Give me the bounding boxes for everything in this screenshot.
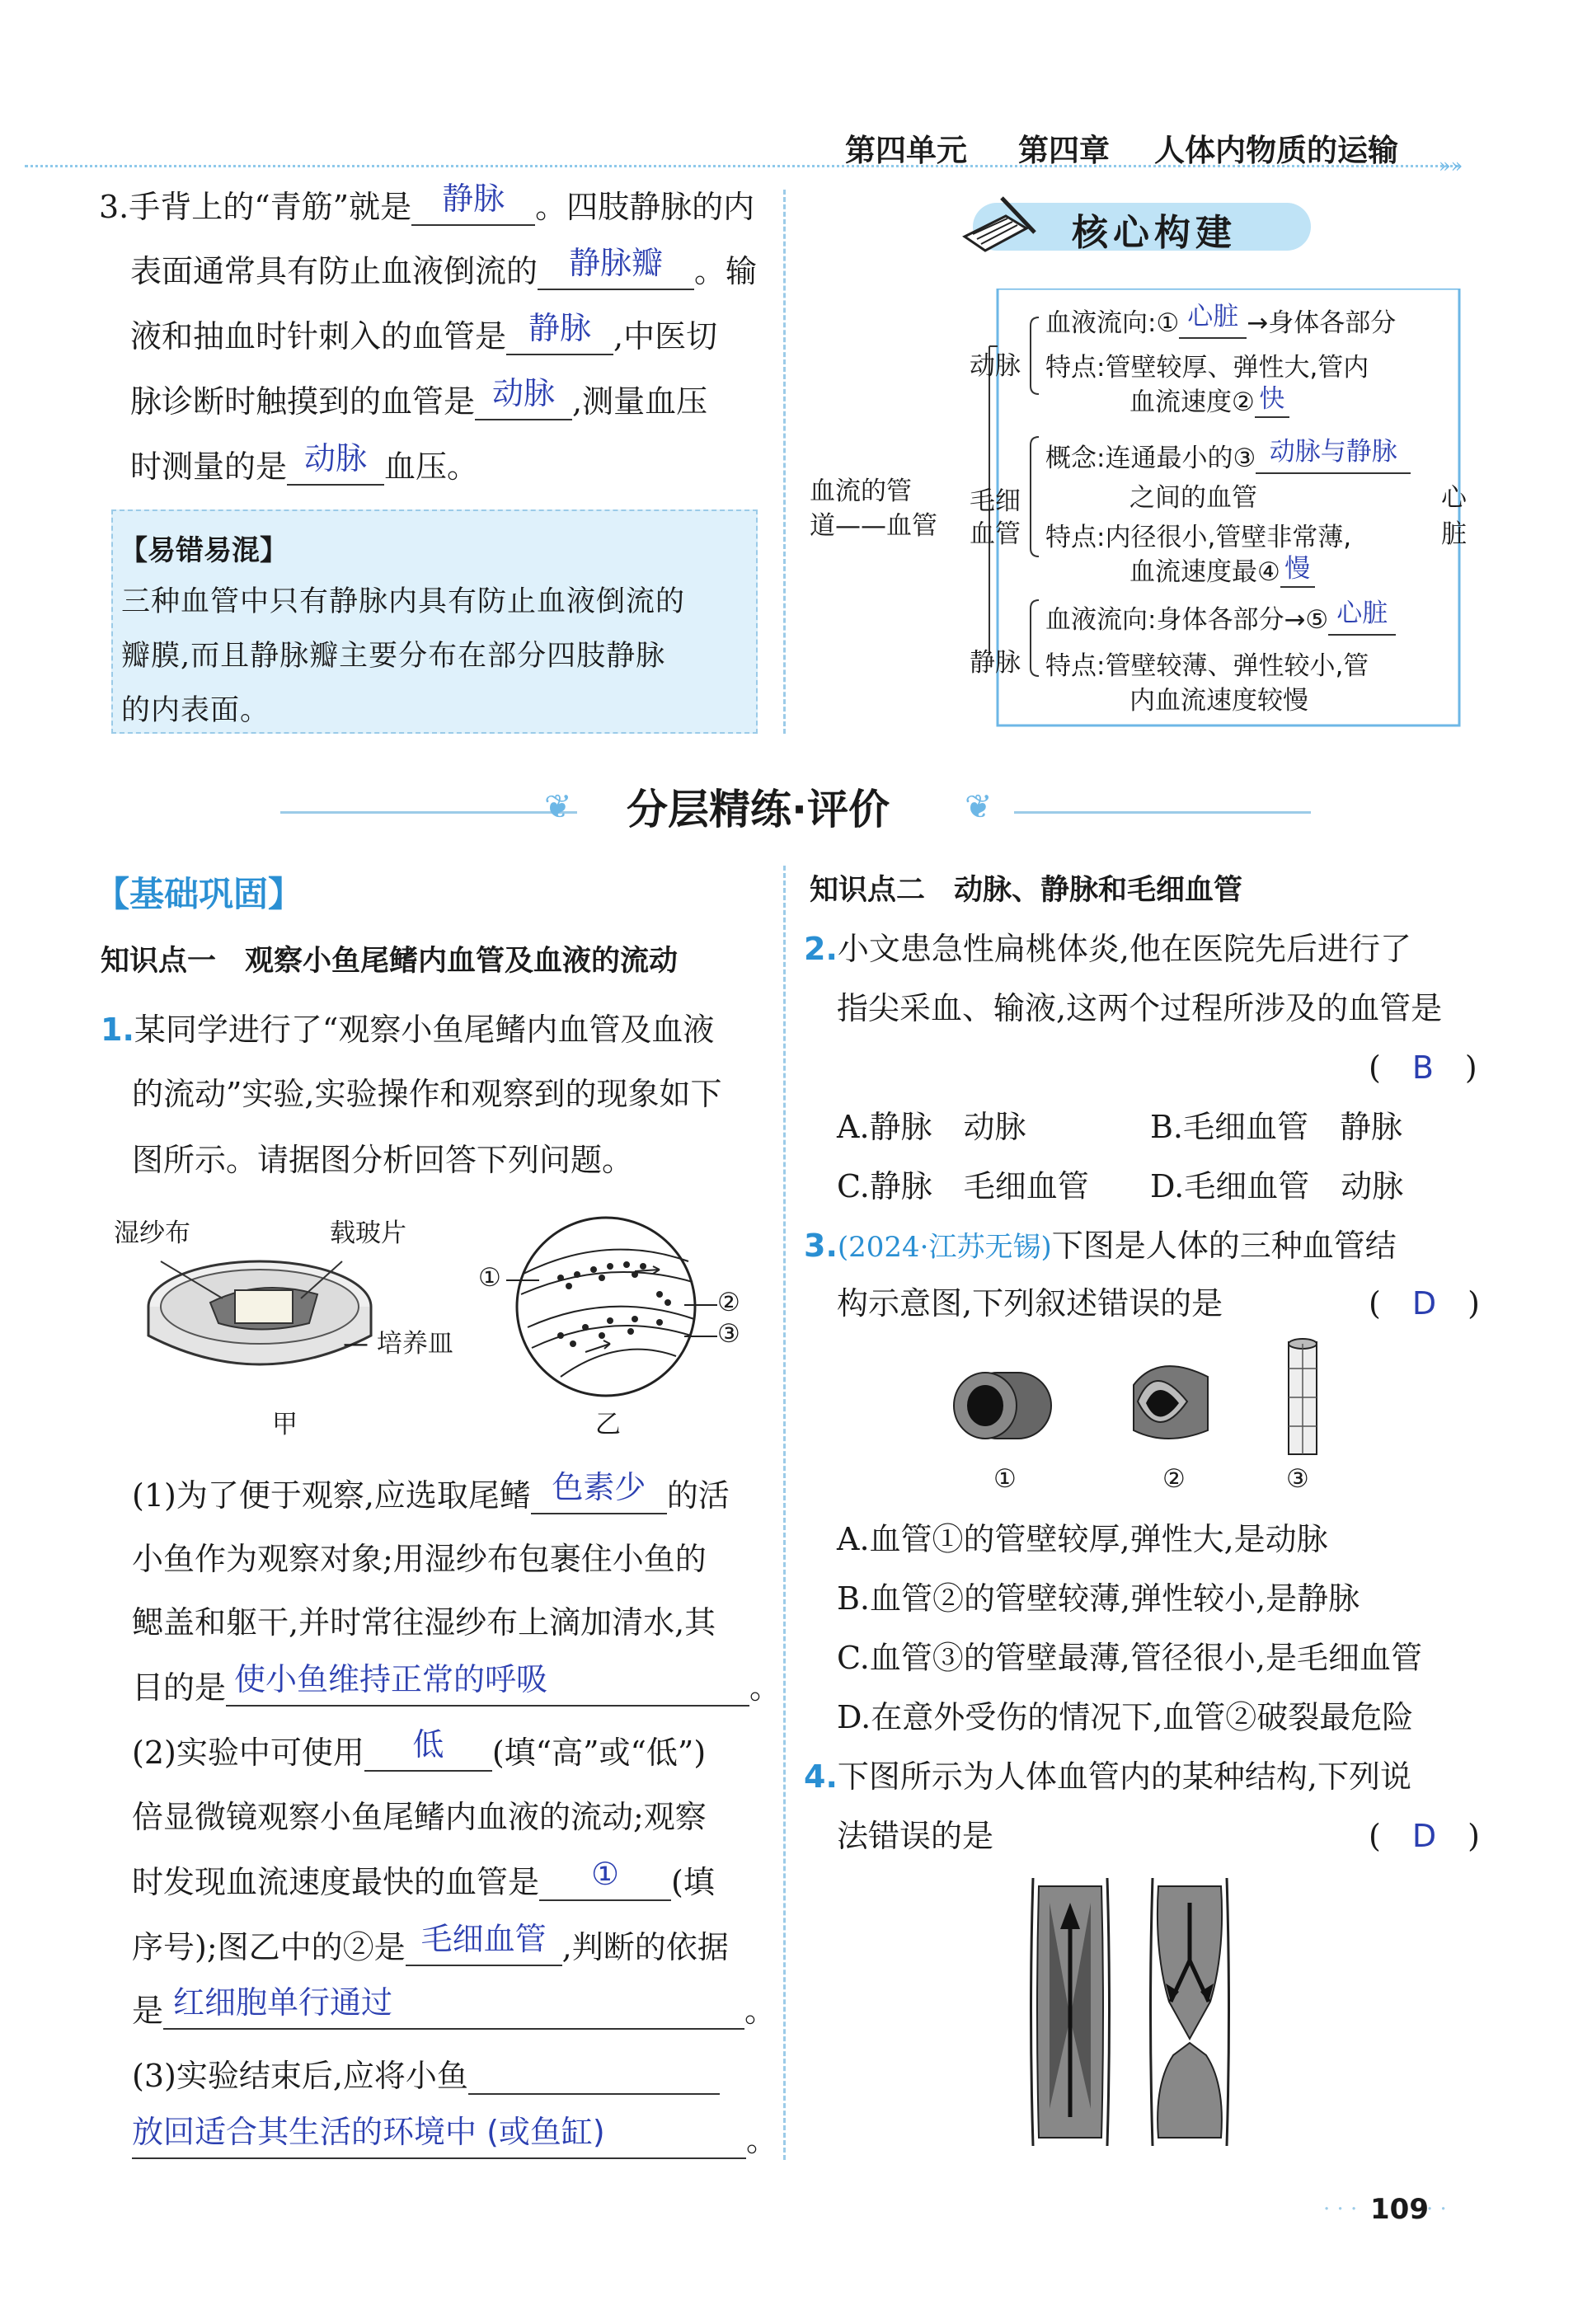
core-capillary-between: 之间的血管: [1129, 483, 1257, 513]
header-arrows-icon: »»: [1439, 154, 1463, 177]
pointer-line-1: [506, 1279, 539, 1281]
core-title-banner: [956, 191, 1319, 257]
q3-answer-bracket: ( D ): [1369, 1285, 1480, 1322]
q3-blank-3[interactable]: 静脉: [506, 321, 613, 355]
core-blank-3[interactable]: 动脉与静脉: [1256, 445, 1411, 474]
p3-line-1: (3)实验结束后,应将小鱼: [132, 2050, 720, 2096]
q4-line-2: 法错误的是: [837, 1818, 994, 1854]
vessel-vein-drawing: [1117, 1352, 1224, 1451]
q3-blank-2[interactable]: 静脉瓣: [538, 256, 694, 290]
tip-line-1: 三种血管中只有静脉内具有防止血液倒流的: [121, 585, 686, 618]
p1-line-4: 目的是 使小鱼维持正常的呼吸 。: [132, 1661, 782, 1706]
q3-line-1-right: 3.(2024·江苏无锡)下图是人体的三种血管结: [804, 1228, 1397, 1264]
swirl-left-icon: ❦: [544, 788, 572, 826]
bottom-column-divider: [783, 866, 786, 2160]
vessel-figure: [948, 1336, 1336, 1500]
core-artery-feature: 特点:管壁较厚、弹性大,管内: [1045, 353, 1369, 383]
tip-line-2: 瓣膜,而且静脉瓣主要分布在部分四肢静脉: [121, 640, 666, 673]
tip-title: 【易错易混】: [120, 534, 288, 567]
core-vein-flow: 血液流向:身体各部分→⑤ 心脏: [1045, 599, 1396, 636]
tip-box: [111, 509, 758, 734]
q2-option-d[interactable]: D.毛细血管 动脉: [1150, 1168, 1404, 1204]
vessel-label-1: ①: [993, 1464, 1017, 1494]
q2-answer-bracket: ( B ): [1369, 1049, 1477, 1086]
p2-blank-3[interactable]: 毛细血管: [406, 1932, 562, 1966]
page-number-dots-right-icon: · ·: [1426, 2197, 1447, 2222]
p2-line-5: 是 红细胞单行通过 。: [132, 1984, 777, 2029]
vessel-label-2: ②: [1162, 1464, 1186, 1494]
label-glass-slide: 载玻片: [330, 1218, 406, 1248]
q2-option-a[interactable]: A.静脉 动脉: [837, 1109, 1026, 1145]
pointer-line-2: [684, 1304, 717, 1306]
q3-blank-5[interactable]: 动脉: [287, 451, 384, 486]
q3-line-5: 时测量的是 动脉 血压。: [130, 440, 479, 485]
p2-blank-2[interactable]: ①: [539, 1866, 671, 1901]
p2-line-2: 倍显微镜观察小鱼尾鳍内血液的流动;观察: [132, 1799, 707, 1835]
core-capillary-concept: 概念:连通最小的③ 动脉与静脉: [1045, 437, 1411, 474]
label-petri-dish: — 培养皿: [343, 1329, 453, 1359]
q3-option-b[interactable]: B.血管②的管壁较薄,弹性较小,是静脉: [837, 1580, 1360, 1617]
label-circle-1: ①: [478, 1263, 501, 1293]
q2-line-2: 指尖采血、输液,这两个过程所涉及的血管是: [837, 990, 1443, 1026]
core-vein-speed: 内血流速度较慢: [1129, 686, 1308, 716]
core-artery-flow: 血液流向:① 心脏 →身体各部分: [1045, 302, 1397, 338]
p2-line-1: (2)实验中可使用 低 (填“高”或“低”): [132, 1726, 707, 1771]
p1-blank-1[interactable]: 色素少: [531, 1480, 667, 1514]
p2-blank-4[interactable]: 红细胞单行通过: [163, 1995, 744, 2030]
core-heart-label: 心 脏: [1441, 483, 1467, 549]
q4-answer-bracket: ( D ): [1369, 1818, 1480, 1854]
core-root-label: 血流的管 道——血管: [810, 477, 937, 541]
petri-dish-drawing: [144, 1245, 392, 1393]
knowledge-point-1: 知识点一 观察小鱼尾鳍内血管及血液的流动: [101, 945, 679, 978]
pointer-line-3: [684, 1336, 717, 1337]
vessel-capillary-drawing: [1282, 1336, 1323, 1459]
core-blank-1[interactable]: 心脏: [1179, 310, 1247, 339]
core-vein-feature: 特点:管壁较薄、弹性较小,管: [1045, 651, 1369, 681]
q3-line-4: 脉诊断时触摸到的血管是 动脉 ,测量血压: [130, 375, 708, 420]
core-capillary-feature: 特点:内径很小,管壁非常薄,: [1045, 523, 1352, 552]
q3-option-d[interactable]: D.在意外受伤的情况下,血管②破裂最危险: [837, 1699, 1414, 1735]
label-yi: 乙: [595, 1410, 621, 1439]
core-blank-4[interactable]: 慢: [1280, 559, 1315, 588]
q2-option-b[interactable]: B.毛细血管 静脉: [1150, 1109, 1403, 1145]
label-jia: 甲: [272, 1410, 298, 1439]
q3-line-2: 表面通常具有防止血液倒流的 静脉瓣 。输: [130, 245, 758, 289]
page-number-dots-icon: · · ·: [1323, 2197, 1358, 2222]
top-column-divider: [783, 190, 786, 734]
knowledge-point-2: 知识点二 动脉、静脉和毛细血管: [810, 874, 1243, 907]
p2-line-4: 序号);图乙中的②是 毛细血管 ,判断的依据: [132, 1921, 729, 1965]
core-title: 核心构建: [1072, 212, 1237, 254]
p3-blank-line[interactable]: [468, 2060, 720, 2095]
q4-line-1: 4.下图所示为人体血管内的某种结构,下列说: [804, 1758, 1411, 1795]
q1-line-3: 图所示。请据图分析回答下列问题。: [132, 1142, 634, 1178]
q3-option-c[interactable]: C.血管③的管壁最薄,管径很小,是毛细血管: [837, 1640, 1422, 1676]
core-blank-2[interactable]: 快: [1255, 389, 1289, 418]
label-circle-3: ③: [717, 1319, 740, 1349]
q3-line-2-right: 构示意图,下列叙述错误的是: [837, 1285, 1223, 1322]
label-wet-gauze: 湿纱布: [114, 1218, 190, 1248]
figure-jia: [107, 1212, 470, 1443]
p1-blank-2[interactable]: 使小鱼维持正常的呼吸: [226, 1672, 749, 1707]
q3-blank-4[interactable]: 动脉: [475, 386, 572, 420]
core-artery-speed: 血流速度② 快: [1129, 381, 1289, 418]
q2-line-1: 2.小文患急性扁桃体炎,他在医院先后进行了: [804, 931, 1411, 967]
q3-option-a[interactable]: A.血管①的管壁较厚,弹性大,是动脉: [837, 1521, 1328, 1557]
p1-line-2: 小鱼作为观察对象;用湿纱布包裹住小鱼的: [132, 1541, 707, 1577]
header-chapter: 第四章: [1018, 133, 1110, 168]
p2-line-3: 时发现血流速度最快的血管是 ① (填: [132, 1856, 715, 1900]
section-divider-left: [280, 811, 577, 814]
basic-section-heading: 【基础巩固】: [95, 874, 303, 914]
p1-line-3: 鳃盖和躯干,并时常往湿纱布上滴加清水,其: [132, 1604, 716, 1641]
core-artery-label: 动脉: [970, 351, 1021, 381]
label-circle-2: ②: [717, 1288, 740, 1317]
q1-line-1: 1.某同学进行了“观察小鱼尾鳍内血管及血液: [101, 1012, 715, 1048]
vessel-label-3: ③: [1286, 1464, 1309, 1494]
microscope-view-drawing: [511, 1212, 701, 1401]
core-capillary-speed: 血流速度最④ 慢: [1129, 551, 1315, 588]
figure-yi: [478, 1212, 758, 1443]
p3-blank[interactable]: 放回适合其生活的环境中 (或鱼缸): [132, 2124, 746, 2159]
section-title: 分层精练·评价: [627, 786, 890, 833]
section-divider-right: [1014, 811, 1311, 814]
core-vein-label: 静脉: [970, 648, 1021, 678]
q1-line-2: 的流动”实验,实验操作和观察到的现象如下: [132, 1076, 722, 1112]
p1-line-1: (1)为了便于观察,应选取尾鳍 色素少 的活: [132, 1469, 730, 1514]
q3-blank-1[interactable]: 静脉: [411, 191, 535, 226]
page-header: [0, 0, 1592, 181]
notebook-pen-icon: [956, 191, 1039, 261]
core-capillary-label: 毛细 血管: [970, 486, 1021, 549]
core-blank-5[interactable]: 心脏: [1328, 607, 1396, 636]
q2-option-c[interactable]: C.静脉 毛细血管: [837, 1168, 1089, 1204]
p2-blank-1[interactable]: 低: [364, 1737, 492, 1772]
header-title: 人体内物质的运输: [1154, 133, 1398, 168]
p3-line-2: 放回适合其生活的环境中 (或鱼缸) 。: [132, 2114, 778, 2158]
swirl-right-icon: ❦: [965, 788, 993, 826]
page-number: 109: [1370, 2193, 1429, 2226]
q3-line-1: 3.手背上的“青筋”就是 静脉 。四肢静脉的内: [99, 181, 755, 225]
q3-line-3: 液和抽血时针刺入的血管是 静脉 ,中医切: [130, 310, 718, 354]
tip-line-3: 的内表面。: [121, 694, 270, 727]
vessel-artery-drawing: [948, 1360, 1055, 1451]
vein-valve-figure: [1029, 1870, 1235, 2154]
header-unit: 第四单元: [845, 133, 967, 168]
